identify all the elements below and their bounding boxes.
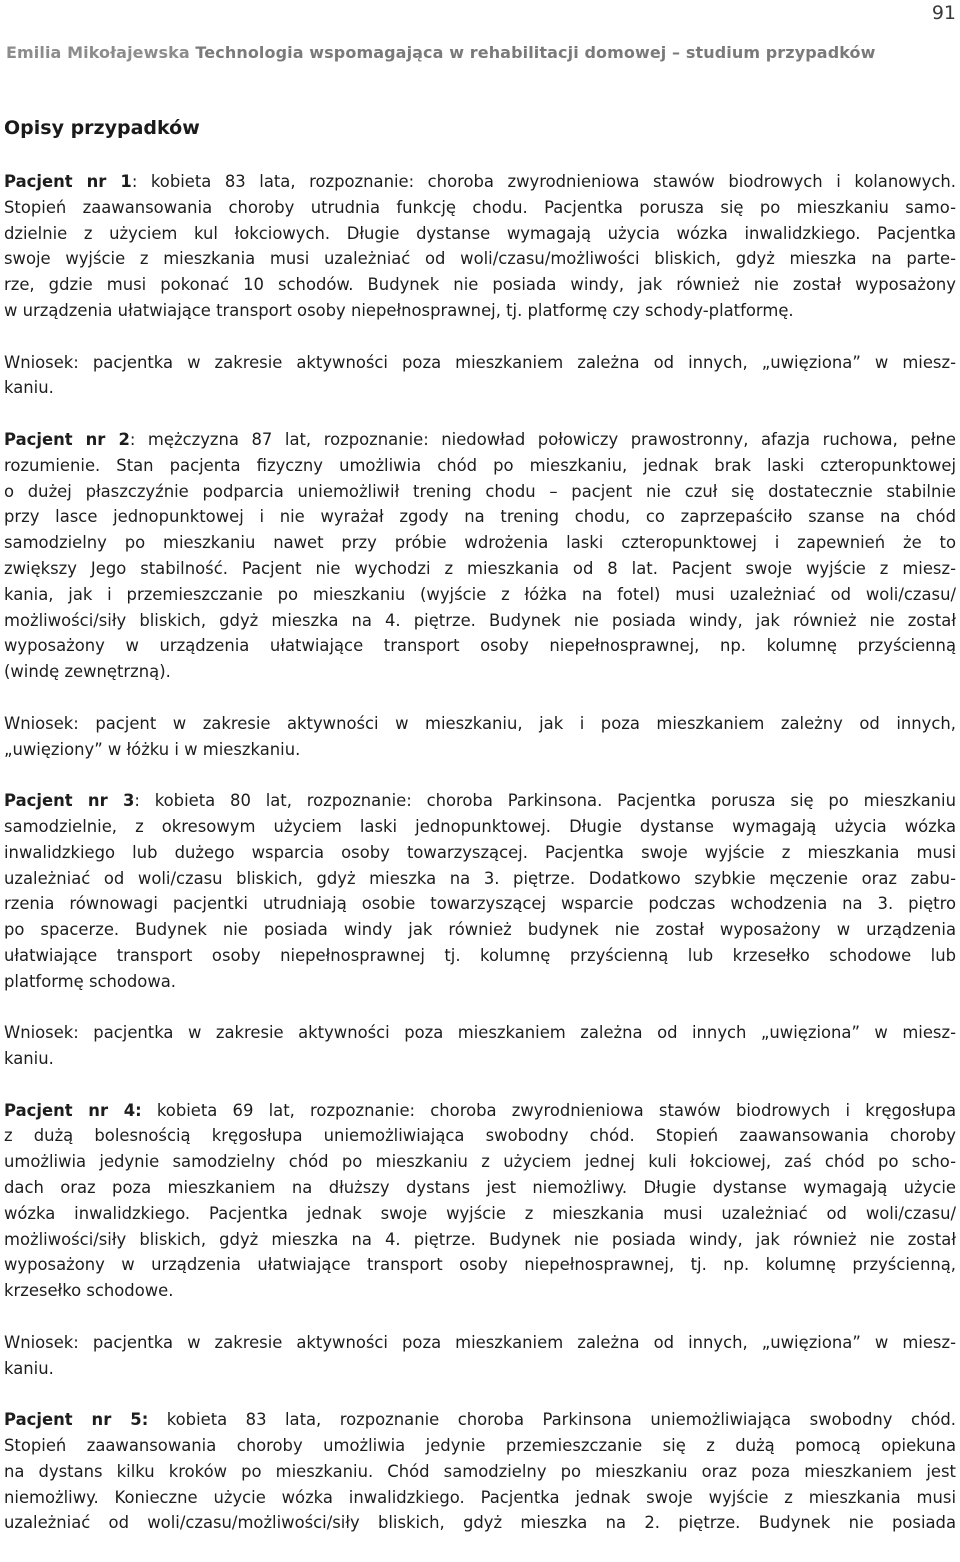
paragraph <box>4 1407 956 1536</box>
text-line <box>4 582 956 608</box>
line-text: uzależniać od woli/czasu bliskich, gdyż mieszka na 3. piętrze. Dodatkowo szybkie męczenie oraz zabu- <box>4 868 956 888</box>
text-line <box>4 195 956 221</box>
text-line <box>4 633 956 659</box>
line-text: Stopień zaawansowania choroby umożliwia jedynie przemieszczanie się z dużą pomocą opiekuna <box>4 1436 956 1456</box>
line-text: kobieta 83 lata, rozpoznanie choroba Parkinsona uniemożliwiająca swobodny chód. <box>148 1410 956 1430</box>
patient-label: Pacjent nr 4: <box>4 1100 142 1120</box>
text-line <box>4 427 956 453</box>
header-author: Emilia Mikołajewska <box>6 43 190 62</box>
line-text: możliwości/siły bliskich, gdyż mieszka na 4. piętrze. Budynek nie posiada windy, jak również nie został <box>4 1229 956 1249</box>
text-line <box>4 556 956 582</box>
line-text: kaniu. <box>4 1358 54 1378</box>
section-title: Opisy przypadków <box>4 117 200 139</box>
text-line <box>4 375 956 401</box>
text-line <box>4 608 956 634</box>
text-line <box>4 1407 956 1433</box>
line-text: kania, jak i przemieszczanie po mieszkaniu (wyjście z łóżka na fotel) musi uzależniać od woli/czasu/ <box>4 584 956 604</box>
line-text: kaniu. <box>4 378 54 398</box>
line-text: platformę schodowa. <box>4 971 176 991</box>
line-text: „uwięziony” w łóżku i w mieszkaniu. <box>4 739 301 759</box>
line-text: niemożliwy. Konieczne użycie wózka inwalidzkiego. Pacjentka jednak swoje wyjście z mieszkania musi <box>4 1487 956 1507</box>
text-line <box>4 1175 956 1201</box>
paragraph <box>4 169 956 324</box>
paragraph <box>4 350 956 402</box>
line-text: kobieta 69 lat, rozpoznanie: choroba zwyrodnieniowa stawów biodrowych i kręgosłupa <box>141 1100 956 1120</box>
line-text: Wniosek: pacjentka w zakresie aktywności poza mieszkaniem zależna od innych, „uwięziona” w miesz- <box>4 1332 956 1352</box>
text-line <box>4 866 956 892</box>
text-line <box>4 788 956 814</box>
text-line <box>4 1252 956 1278</box>
text-line <box>4 453 956 479</box>
line-text: kaniu. <box>4 1049 54 1069</box>
line-text: : kobieta 83 lata, rozpoznanie: choroba zwyrodnieniowa stawów biodrowych i kolanowych. <box>131 172 956 191</box>
line-text: Wniosek: pacjentka w zakresie aktywności poza mieszkaniem zależna od innych „uwięziona” w miesz- <box>4 1023 956 1043</box>
line-text: rze, gdzie musi pokonać 10 schodów. Budynek nie posiada windy, jak również nie został wyposażony <box>4 275 956 295</box>
text-line <box>4 1330 956 1356</box>
text-line <box>4 711 956 737</box>
line-text: dzielnie z użyciem kul łokciowych. Długie dystanse wymagają użycia wózka inwalidzkiego. Pacjentka <box>4 223 956 243</box>
line-text: na dystans kilku kroków po mieszkaniu. Chód samodzielny po mieszkaniu oraz poza mieszkaniem jest <box>4 1461 956 1481</box>
line-text: wyposażony w urządzenia ułatwiające transport osoby niepełnosprawnej, np. kolumnę przyścienną <box>4 636 956 656</box>
page-number: 91 <box>931 2 956 24</box>
line-text: po spacerze. Budynek nie posiada windy jak również budynek nie został wyposażony w urządzenia <box>4 920 956 940</box>
line-text: rozumienie. Stan pacjenta fizyczny umożliwia chód po mieszkaniu, jednak brak laski czteropunktowej <box>4 455 956 475</box>
line-text: zwiększy Jego stabilność. Pacjent nie wychodzi z mieszkania od 8 lat. Pacjent swoje wyjście z miesz- <box>4 558 956 578</box>
text-line <box>4 1123 956 1149</box>
line-text: : kobieta 80 lat, rozpoznanie: choroba Parkinsona. Pacjentka porusza się po mieszkaniu <box>134 791 956 811</box>
text-line <box>4 737 956 763</box>
paragraph <box>4 427 956 685</box>
line-text: samodzielnie, z okresowym użyciem laski jednopunktowej. Długie dystanse wymagają użycia wózka <box>4 816 956 836</box>
text-line <box>4 1278 956 1304</box>
line-text: wózka inwalidzkiego. Pacjentka jednak swoje wyjście z mieszkania musi uzależniać od woli/czasu/ <box>4 1203 956 1223</box>
text-line <box>4 1020 956 1046</box>
text-line <box>4 1227 956 1253</box>
line-text: inwalidzkiego lub dużego wsparcia osoby towarzyszącej. Pacjentka swoje wyjście z mieszkania musi <box>4 842 956 862</box>
line-text: ułatwiające transport osoby niepełnosprawnej tj. kolumnę przyścienną lub krzesełko schodowe lub <box>4 945 956 965</box>
text-line <box>4 350 956 376</box>
text-line <box>4 1485 956 1511</box>
line-text: krzesełko schodowe. <box>4 1281 174 1301</box>
text-line <box>4 504 956 530</box>
patient-label: Pacjent nr 5: <box>4 1410 149 1430</box>
line-text: rzenia równowagi pacjentki utrudniają osobie towarzyszącej wsparcie podczas wchodzenia na 3. piętro <box>4 894 956 914</box>
line-text: wyposażony w urządzenia ułatwiające transport osoby niepełnosprawnej, tj. np. kolumnę przyścienną, <box>4 1255 956 1275</box>
text-line <box>4 659 956 685</box>
line-text: w urządzenia ułatwiające transport osoby niepełnosprawnej, tj. platformę czy schody-platformę. <box>4 300 794 320</box>
line-text: (windę zewnętrzną). <box>4 662 171 682</box>
body-text <box>4 169 956 1562</box>
patient-label: Pacjent nr 3 <box>4 791 135 811</box>
paragraph <box>4 1098 956 1304</box>
running-header <box>6 43 956 62</box>
text-line <box>4 969 956 995</box>
line-text: z dużą bolesnością kręgosłupa uniemożliwiająca swobodny chód. Stopień zaawansowania choroby <box>4 1126 956 1146</box>
patient-label: Pacjent nr 2 <box>4 429 130 449</box>
line-text: umożliwia jedynie samodzielny chód po mieszkaniu z użyciem jednej kuli łokciowej, zaś chód po scho- <box>4 1152 956 1172</box>
line-text: : mężczyzna 87 lat, rozpoznanie: niedowład połowiczy prawostronny, afazja ruchowa, pełne <box>129 429 956 449</box>
text-line <box>4 1149 956 1175</box>
text-line <box>4 1459 956 1485</box>
line-text: Wniosek: pacjentka w zakresie aktywności poza mieszkaniem zależna od innych, „uwięziona” w miesz- <box>4 352 956 372</box>
text-line <box>4 891 956 917</box>
text-line <box>4 917 956 943</box>
text-line <box>4 530 956 556</box>
text-line <box>4 1356 956 1382</box>
header-title: Technologia wspomagająca w rehabilitacji domowej – studium przypadków <box>195 43 876 62</box>
line-text: o dużej płaszczyźnie podparcia uniemożliwił trening chodu – pacjent nie czuł się dostatecznie stabilnie <box>4 481 956 501</box>
patient-label: Pacjent nr 1 <box>4 172 132 191</box>
text-line <box>4 814 956 840</box>
text-line <box>4 298 956 324</box>
text-line <box>4 943 956 969</box>
paragraph <box>4 711 956 763</box>
text-line <box>4 1046 956 1072</box>
line-text: swoje wyjście z mieszkania musi uzależniać od woli/czasu/możliwości bliskich, gdyż mieszka na parte- <box>4 249 956 269</box>
text-line <box>4 169 956 195</box>
text-line <box>4 1201 956 1227</box>
text-line <box>4 246 956 272</box>
paragraph <box>4 788 956 994</box>
text-line <box>4 840 956 866</box>
text-line <box>4 1510 956 1536</box>
line-text: przy lasce jednopunktowej i nie wyrażał zgody na trening chodu, co zaprzepaściło szanse na chód <box>4 507 956 527</box>
text-line <box>4 272 956 298</box>
line-text: możliwości/siły bliskich, gdyż mieszka na 4. piętrze. Budynek nie posiada windy, jak również nie został <box>4 610 956 630</box>
text-line <box>4 1433 956 1459</box>
line-text: samodzielny po mieszkaniu nawet przy próbie wdrożenia laski czteropunktowej i zapewnień że to <box>4 533 956 553</box>
paragraph <box>4 1330 956 1382</box>
text-line <box>4 221 956 247</box>
text-line <box>4 1098 956 1124</box>
line-text: Wniosek: pacjent w zakresie aktywności w mieszkaniu, jak i poza mieszkaniem zależny od innych, <box>4 713 956 733</box>
paragraph <box>4 1020 956 1072</box>
text-line <box>4 479 956 505</box>
line-text: Stopień zaawansowania choroby utrudnia funkcję chodu. Pacjentka porusza się po mieszkaniu samo- <box>4 197 956 217</box>
line-text: uzależniać od woli/czasu/możliwości/siły bliskich, gdyż mieszka na 2. piętrze. Budynek nie posiada <box>4 1513 956 1533</box>
line-text: dach oraz poza mieszkaniem na dłuższy dystans jest niemożliwy. Długie dystanse wymagają użycie <box>4 1178 956 1198</box>
